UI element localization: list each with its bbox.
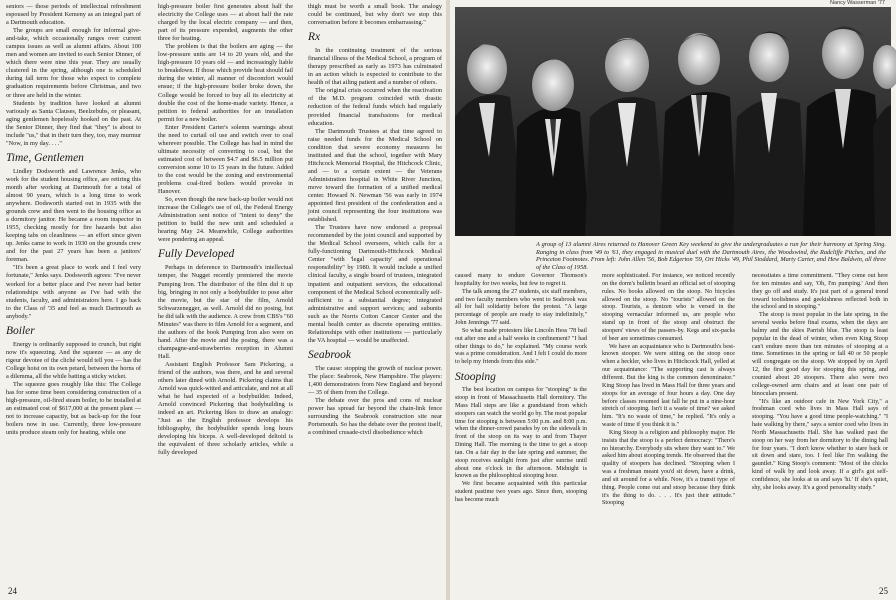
paragraph: caused many to endure Governor Thomson's hospitality for two weeks, but few to regret it. xyxy=(455,273,587,287)
paragraph: "It's been a great place to work and I feel very fortunate," Jenks says. Dodsworth agrees: "I've never worked for a better place and I've never had better relationships with anyone as I've had with the students, faculty, and administrators here. I go back to the Class of '35 and feel as much Dartmouth as anybody." xyxy=(6,264,141,320)
paragraph: Enter President Carter's solemn warnings about the need to curtail oil use and switch over to coal wherever possible. The College has had in mind the ultimate necessity of converting to coal, but the estimated cost of between $4.7 and $6.5 million put conversion some 10 to 15 years in the future. Added to the cost would be the zoning and environmental problems coal-fired boilers would provoke in Hanover. xyxy=(158,123,293,196)
paragraph: The stoop is most popular in the late spring, in the several weeks before final exams, when the days are balmy and the skies Parrish blue. The stoop is least popular in the dead of winter, when even King Stoop can't endure more than ten minutes of stooping at a time. Sometimes in the spring or fall 40 or 50 people will congregate on the stoop. We stopped by on April 12, the first good day for stooping this spring, and counted about 20 stoopers. There also were two college-owned arm chairs and at least one pair of binoculars present. xyxy=(752,312,888,397)
section-heading: Boiler xyxy=(6,324,35,337)
paragraph: The original crisis occurred when the reactivation of the M.D. program coincided with drastic reduction of the federal funds which had regularly provided financial transfusions for medical education. xyxy=(308,87,442,127)
paragraph: The cause: stopping the growth of nuclear power. The place: Seabrook, New Hampshire. The players: 1,400 demonstrators from New England and beyond — 35 of them from the College. xyxy=(308,364,442,397)
paragraph: more sophisticated. For instance, we noticed recently on the dorm's bulletin board an official set of stooping rules. No books allowed on the stoop. No bicycles allowed on the stoop. No "tourists" allowed on the stoop. Tourists, a denizen who is versed in the stooping vernacular informed us, are people who stand up in front of the stoop and obstruct the stoopers' views of the passers-by. Kegs and six-packs of beer are sometimes consumed. xyxy=(602,273,735,342)
paragraph: The squeeze goes roughly like this: The College has for some time been considering construction of a high-pressure, oil-fired steam boiler, to be installed at an estimated cost of $617,000 at the present plant — not to increase capacity, but as back-up for the four boilers now in use. Currently, three low-pressure units produce steam only for heating, while one xyxy=(6,380,141,437)
singers-image xyxy=(455,7,891,236)
paragraph: Students by tradition have looked at alumni variously as Santa Clauses, Beelzebubs, or pleasant, aging gentlemen hopelessly hooked on the past. At the Senior Dinner, they find that "they" is about to include "us," that in their turn they, too, may murmur "Now, in my day. . . ." xyxy=(6,99,141,147)
photo-caption: A group of 13 alumni Aires returned to Hanover Green Key weekend to give the undergraduates a run for their harmony at Spring Sing. Ranging in class from '49 to '61, they engaged in musical duel with the Dartmouth Aires, the Woodswind, the Radcliffe Pitches, and the Princeton Footnotes. From left: John Allen '56, Bob Edgerton '59, Ort Hicks '49, Phil Stoddard, Marty Carter, and Hew Baldwin, all three of the Class of 1958. xyxy=(536,241,886,271)
paragraph: high-pressure boiler first generates about half the electricity the College uses — at about half the rate charged by the local electric company — and then, part of its pressure expended, augments the other three for heating. xyxy=(158,3,293,43)
right-column-3 xyxy=(752,273,888,493)
left-column-1 xyxy=(6,3,141,437)
right-column-2 xyxy=(602,273,735,508)
paragraph: We first became acquainted with this particular student pastime two years ago. Since then, stooping has become much xyxy=(455,481,587,503)
left-column-3 xyxy=(308,3,442,437)
section-heading: Rx xyxy=(308,31,321,44)
photo-credit: Nancy Wasserman '77 xyxy=(830,0,885,6)
page-number: 24 xyxy=(8,586,17,596)
paragraph: Lindley Dodsworth and Lawrence Jenks, who work for the student housing office, are retiring this month after working at Dartmouth for a total of almost 90 years, which is a long time to work anywhere. Dodsworth started out in 1935 with the grounds crew and then went to the housing office as a dormitory janitor. He became a room inspector in 1955, checking mostly for fire hazards but also keeping tabs on cleanliness — an effort since given up. Jenks came to work in 1930 on the grounds crew and for the past 27 years has been a janitors' foreman. xyxy=(6,167,141,264)
paragraph: Perhaps in deference to Dartmouth's intellectual temper, the Nugget recently premiered the movie Pumping Iron. The distributor of the film did it up big, bringing in not only a bodybuilder to pose after the movie, but the star of the film, Arnold Schwarzenegger, as well. Arnold did no posing, but he did talk with the audience. A crew from CBS's "60 Minutes" was there to film Arnold for a segment, and the authors of the book Pumping Iron also were on hand. After the movie and the posing, there was a champagne-and-strawberries reception in Alumni Hall. xyxy=(158,264,293,360)
section-heading: Time, Gentlemen xyxy=(6,151,84,164)
paragraph: "It's like an outdoor cafe in New York City," a freshman coed who lives in Mass Hall says of stooping. "You have a good time people-watching." "I hate walking by there," says a senior coed who lives in North Massachusetts Hall. She has walked past the stoop on her way from her dormitory to the dining hall for four years. "I don't know whether to stare back or sit down and stare, too. I feel like I'm walking the gauntlet." King Stoop's comment: "Most of the chicks kind of walk by and look away. If a girl's got self-confidence, she looks at us and says 'hi.' If she's quiet, shy, she looks away. It's a good personality study." xyxy=(752,398,888,491)
group-photo xyxy=(455,0,891,236)
paragraph: necessitates a time commitment. "They come out here for ten minutes and say, 'Oh, I'm pumping.' And then they go off and study. It's just part of a general trend toward toolishness and geekishness reflected both in the school and in stooping." xyxy=(752,273,888,311)
page-number: 25 xyxy=(879,586,888,596)
section-heading: Stooping xyxy=(455,371,496,384)
paragraph: The talk among the 27 students, six staff members, and two faculty members who went to Seabrook was all for ball solidarity before the protest. "A large percentage of people are ready to stay indefinitely," John Jennings '77 said. xyxy=(455,288,587,327)
paragraph: Assistant English Professor Sam Pickering, a friend of the authors, was there, and he and several others later dined with Arnold. Pickering claims that Arnold was quick-witted and articulate, and not at all what he had expected of a bodybuilder. Indeed, Arnold convinced Pickering that bodybuilding is indeed an art. Pickering likes to draw an analogy: "Just as the English professor develops his bibliography, the bodybuilder spends long hours developing his biceps. A well-developed deltoid is the equivalent of three scholarly articles, while a fully developed xyxy=(158,360,293,457)
paragraph: The Dartmouth Trustees at that time agreed to raise needed funds for the Medical School on condition that severe economy measures be instituted and that the school, together with Mary Hitchcock Memorial Hospital, the Hitchcock Clinic, and — to a certain extent — the Veterans Administration hospital in White River Junction, move toward the formation of a unified medical center. Howard N. Newman '56 was early in 1974 appointed first president of the confederation and a joint council representing the four institutions was established. xyxy=(308,127,442,224)
paragraph: King Stoop is a religion and philosophy major. He insists that the stoop is a perfect democracy: "There's no hierarchy. Everybody sits where they want to." We asked him about stooping trends. He observed that the quality of stoopers has declined. "Stooping when I was a freshman meant you'd sit down, have a drink, and sit around for a while. Now, it's a transit type of thing. People come out and stoop because they think it's the thing to do. . . . It's just their attitude." Stooping xyxy=(602,429,735,507)
paragraph: The Trustees have now endorsed a proposal recommended by the joint council and supported by the Medical School overseers, which calls for a fully-functioning Dartmouth-Hitchcock Medical Center "with 'legal capacity' and operational responsibility" by 1980. It would include a unified clinical faculty, a single board of trustees, integrated inpatient and outpatient services, the educational component of the Medical School economically self-sufficient to a substantial degree; integrated administrative and support services; and subunits such as the Norris Cotton Cancer Center and the mental health center as discrete operating entities. Relationships with other institutions — particularly the VA hospital — would be unaffected. xyxy=(308,224,442,344)
left-page xyxy=(0,0,446,600)
paragraph: thigh must be worth a small book. The analogy could be continued, but why don't we stop this conversation before it becomes embarrassing." xyxy=(308,3,442,27)
paragraph: So, even though the new back-up boiler would not increase the College's use of oil, the Federal Energy Administration sent notice of "intent to deny" the petition to build the new unit and scheduled a hearing May 24. Meanwhile, College authorities were pondering an appeal. xyxy=(158,196,293,244)
paragraph: So what made protesters like Lincoln Hess '78 bail out after one and a half weeks in confinement? "I had other things to do," he explained. "My course work was a prime consideration. And I felt I could do more to help my friends from this side." xyxy=(455,327,587,366)
paragraph: We have an acquaintance who is Dartmouth's best-known stooper. We were sitting on the stoop once when a heckler, who lives in Hitchcock Hall, yelled at our acquaintance: "The supporting cast is always different. But the king is the common denominator." King Stoop has lived in Mass Hall for three years and stoops for an average of four hours a day. One day before classes resumed last fall he put in a nine-hour stretch of stooping. Isn't it a waste of time? we asked him. "It's no waste of time," he replied. "It's only a waste of time if you think it is." xyxy=(602,343,735,429)
left-column-2 xyxy=(158,3,293,458)
paragraph: The best location on campus for "stooping" is the stoop in front of Massachusetts Hall dormitory. The Mass Hall steps are like a grandstand from which stoopers can watch the world go by. The most popular time for stooping is between 5:00 p.m. and 8:00 p.m. when the dinner-crowd parades by on the sidewalk in front of the stoop on its way to and from Thayer Dining Hall. The morning is the time to get a stoop tan. On a fair day in the late spring and summer, the stoop receives sunlight from just after sunrise until about one o'clock in the afternoon. Midnight is known as the philosophical stooping hour. xyxy=(455,387,587,480)
paragraph: The debate over the pros and cons of nuclear power has spread far beyond the chain-link fence surrounding the Seabrook construction site near Portsmouth. So has the debate over the protest itself, a combined crusade-civil disobedience which xyxy=(308,397,442,437)
paragraph: Energy is ordinarily supposed to crunch, but right now it's squeezing. And the squeeze — as any de rigeur devotee of the cliché would tell you — has the College hoist on its own petard, between the horns of a dilemma, all the while batting a sticky wicket. xyxy=(6,340,141,380)
paragraph: The problem is that the boilers are aging — the low-pressure units are 14 to 20 years old, and the high-pressure 10 years old — and increasingly liable to breakdown. If those which provide heat should fail during the winter, all manner of discomfort would ensue; if the high-pressure boiler broke down, the College would be forced to buy all its electricity at double the cost of the home-made variety. Hence, a petition to federal authorities for an installation permit for a new boiler. xyxy=(158,43,293,123)
paragraph: In the continuing treatment of the serious financial illness of the Medical School, a program of therapy prescribed as early as 1973 has culminated in an action which is expected to contribute to the health of that ailing patient and a number of others. xyxy=(308,47,442,87)
paragraph: seniors — those periods of intellectual refreshment espoused by President Kemeny as an integral part of a Dartmouth education. xyxy=(6,3,141,27)
right-column-1 xyxy=(455,273,587,505)
section-heading: Fully Developed xyxy=(158,248,235,261)
paragraph: The groups are small enough for informal give-and-take, which occasionally ranges over current campus issues as well as alumni affairs. About 100 men and women are invited to each Senior Dinner, of which there were nine this year. They are usually clustered in the spring, although one is scheduled during fall term for those who expect to complete graduation requirements before Christmas, and two or three are held in the winter. xyxy=(6,27,141,99)
section-heading: Seabrook xyxy=(308,348,352,361)
